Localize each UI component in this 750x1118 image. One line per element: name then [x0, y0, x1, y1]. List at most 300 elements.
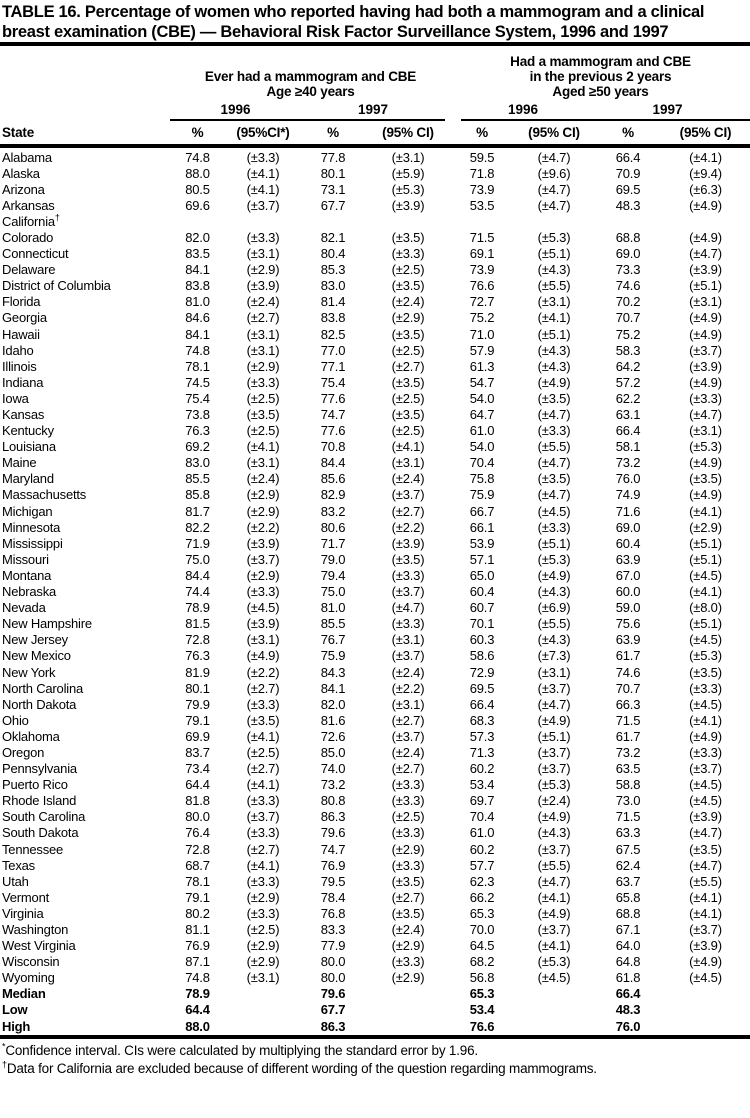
- percent-cell: 62.3: [469, 873, 495, 889]
- percent-cell: 57.9: [469, 342, 495, 358]
- percent-cell: 83.8: [185, 278, 210, 294]
- table-row: [0, 681, 750, 697]
- ci-cell: (±5.1): [537, 535, 571, 551]
- ci-cell: (±3.5): [391, 278, 425, 294]
- ci-cell: (±2.4): [391, 744, 425, 760]
- ci-cell: (±2.7): [391, 889, 425, 905]
- percent-cell: 65.3: [469, 986, 495, 1002]
- footnotes: [0, 1039, 750, 1078]
- percent-cell: 82.9: [320, 487, 346, 503]
- ci-cell: (±3.9): [689, 938, 722, 954]
- percent-cell: 74.8: [185, 970, 210, 986]
- percent-cell: 74.9: [615, 487, 641, 503]
- footnote-text: Data for California are excluded because of different wording of the question regarding mammograms.: [6, 1060, 597, 1076]
- ci-cell: (±2.5): [391, 423, 425, 439]
- percent-cell: 78.9: [185, 600, 210, 616]
- percent-cell: 82.1: [320, 229, 346, 245]
- ci-cell: (±3.1): [537, 664, 571, 680]
- ci-cell: [513, 214, 595, 230]
- ci-cell: (±3.1): [537, 294, 571, 310]
- percent-cell: 65.3: [469, 905, 495, 921]
- ci-cell: (±4.1): [537, 938, 571, 954]
- ci-cell: (±2.7): [391, 503, 425, 519]
- ci-cell: (±3.3): [537, 519, 571, 535]
- ci-cell: [513, 986, 595, 1002]
- ci-cell: [661, 986, 750, 1002]
- percent-cell: 76.3: [185, 648, 210, 664]
- ci-cell: (±4.7): [537, 407, 571, 422]
- percent-cell: 75.0: [185, 551, 210, 567]
- ci-cell: (±4.5): [537, 970, 571, 986]
- ci-cell: (±2.9): [246, 954, 280, 970]
- ci-cell: (±3.5): [391, 326, 425, 342]
- percent-cell: 81.7: [185, 503, 210, 519]
- table-row: [0, 600, 750, 616]
- ci-cell: (±4.7): [537, 873, 571, 889]
- percent-cell: 74.5: [185, 374, 210, 390]
- ci-cell: (±4.1): [246, 439, 280, 455]
- ci-cell: (±4.5): [689, 793, 722, 809]
- ci-cell: (±4.1): [246, 181, 280, 197]
- ci-cell: (±3.1): [246, 246, 280, 262]
- ci-cell: (±2.9): [246, 938, 280, 954]
- ci-cell: (±2.9): [246, 358, 280, 374]
- ci-cell: (±4.5): [537, 503, 571, 519]
- ci-cell: (±3.7): [246, 809, 280, 825]
- table-row: [0, 793, 750, 809]
- percent-cell: 67.7: [320, 197, 346, 213]
- ci-cell: (±2.9): [689, 519, 722, 535]
- table-row: [0, 922, 750, 938]
- table-row: [0, 487, 750, 503]
- column-header-row: [0, 121, 750, 144]
- percent-cell: 60.7: [469, 600, 495, 616]
- percent-cell: 69.5: [615, 181, 641, 197]
- percent-cell: 74.6: [615, 278, 641, 294]
- percent-cell: 86.3: [320, 1018, 346, 1034]
- ci-cell: (±5.1): [537, 326, 571, 342]
- state-cell: Louisiana: [2, 439, 56, 455]
- ci-cell: (±4.1): [689, 905, 722, 921]
- ci-cell: (±2.9): [246, 567, 280, 583]
- ci-cell: (±2.9): [391, 970, 425, 986]
- table-row: [0, 536, 750, 552]
- state-cell: Texas: [2, 857, 35, 873]
- ci-cell: (±3.5): [689, 664, 722, 680]
- percent-cell: 69.0: [615, 246, 641, 262]
- ci-cell: (±3.5): [689, 841, 722, 857]
- group2-year-1996: 1996: [507, 102, 539, 117]
- ci-cell: (±3.5): [391, 873, 425, 889]
- ci-cell: (±3.3): [391, 857, 425, 873]
- footnote: [2, 1060, 748, 1078]
- table-row: [0, 825, 750, 841]
- table-row: [0, 230, 750, 246]
- percent-cell: 60.0: [615, 584, 641, 600]
- ci-cell: (±2.4): [391, 922, 425, 937]
- ci-cell: (±4.9): [537, 809, 571, 825]
- percent-cell: 59.0: [615, 600, 641, 616]
- ci-column-header: (95% CI): [679, 125, 732, 140]
- percent-cell: 68.7: [185, 857, 210, 873]
- state-cell: Oklahoma: [2, 728, 60, 744]
- percent-cell: 73.1: [320, 181, 346, 197]
- percent-cell: 60.2: [469, 761, 495, 777]
- percent-cell: 64.4: [185, 777, 210, 793]
- ci-cell: (±3.7): [537, 680, 571, 696]
- ci-cell: (±5.9): [391, 165, 425, 181]
- ci-cell: (±4.9): [689, 310, 722, 326]
- percent-cell: 80.5: [185, 181, 210, 197]
- ci-cell: (±3.3): [391, 616, 425, 632]
- ci-cell: [365, 214, 451, 230]
- percent-cell: 61.0: [469, 423, 495, 439]
- percent-cell: 84.4: [320, 455, 346, 471]
- percent-cell: 75.2: [469, 310, 495, 326]
- percent-cell: 73.9: [469, 181, 495, 197]
- percent-cell: 81.1: [185, 922, 210, 937]
- summary-label-cell: Low: [2, 1002, 28, 1018]
- ci-cell: (±2.4): [537, 793, 571, 809]
- percent-cell: 64.8: [615, 954, 641, 970]
- percent-cell: 64.4: [185, 1002, 210, 1018]
- percent-cell: [595, 214, 661, 230]
- table-row: [0, 407, 750, 423]
- percent-cell: 82.2: [185, 519, 210, 535]
- ci-cell: (±3.5): [537, 390, 571, 406]
- percent-cell: 80.0: [185, 809, 210, 825]
- percent-cell: 77.9: [320, 938, 346, 954]
- ci-cell: (±3.5): [391, 374, 425, 390]
- percent-cell: 74.7: [320, 841, 346, 857]
- state-cell: Montana: [2, 567, 52, 583]
- percent-cell: 66.4: [615, 423, 641, 439]
- percent-cell: 75.9: [320, 648, 346, 664]
- table-row: [0, 150, 750, 166]
- group1-year-1997: 1997: [357, 102, 389, 117]
- state-cell: Colorado: [2, 229, 54, 245]
- group1-line1: Ever had a mammogram and CBE: [204, 69, 417, 84]
- percent-cell: 64.7: [469, 407, 495, 422]
- summary-label-cell: Median: [2, 986, 46, 1002]
- percent-cell: 53.9: [469, 535, 495, 551]
- ci-cell: (±3.1): [391, 455, 425, 471]
- group2-line1: Had a mammogram and CBE: [510, 54, 691, 69]
- state-cell: Tennessee: [2, 841, 64, 857]
- state-cell: California†: [2, 212, 60, 229]
- ci-cell: (±3.7): [391, 584, 425, 600]
- percent-cell: 71.3: [469, 744, 495, 760]
- ci-cell: (±6.9): [537, 600, 571, 616]
- ci-cell: (±2.7): [391, 358, 425, 374]
- table-row: [0, 182, 750, 198]
- ci-cell: (±4.5): [246, 600, 280, 616]
- ci-cell: [225, 214, 301, 230]
- percent-cell: 67.7: [320, 1002, 346, 1018]
- percent-cell: [451, 214, 513, 230]
- state-cell: Pennsylvania: [2, 761, 77, 777]
- ci-cell: (±5.1): [689, 551, 722, 567]
- percent-cell: 76.6: [469, 278, 495, 294]
- ci-cell: (±5.5): [689, 873, 722, 889]
- ci-cell: (±3.1): [246, 326, 280, 342]
- percent-cell: 76.8: [320, 905, 346, 921]
- state-cell: Hawaii: [2, 326, 40, 342]
- percent-cell: 61.7: [615, 728, 641, 744]
- percent-cell: 74.0: [320, 761, 346, 777]
- percent-cell: 80.8: [320, 793, 346, 809]
- percent-cell: 62.2: [615, 390, 641, 406]
- ci-cell: (±3.7): [689, 761, 722, 777]
- percent-cell: 60.2: [469, 841, 495, 857]
- table-row: [0, 761, 750, 777]
- state-cell: Georgia: [2, 310, 47, 326]
- ci-cell: (±4.9): [689, 197, 722, 213]
- ci-cell: (±4.9): [689, 487, 722, 503]
- percent-cell: 70.7: [615, 680, 641, 696]
- group2-line3: Aged ≥50 years: [552, 84, 649, 99]
- percent-cell: 76.6: [469, 1018, 495, 1034]
- ci-cell: (±2.4): [246, 294, 280, 310]
- percent-cell: 70.2: [615, 294, 641, 310]
- ci-cell: (±4.1): [391, 439, 425, 455]
- ci-cell: (±3.7): [537, 744, 571, 760]
- ci-cell: (±2.7): [391, 712, 425, 728]
- percent-cell: 74.6: [615, 664, 641, 680]
- percent-cell: 79.6: [320, 825, 346, 841]
- ci-cell: (±5.5): [537, 857, 571, 873]
- ci-cell: (±3.3): [246, 696, 280, 712]
- ci-cell: (±3.7): [537, 841, 571, 857]
- percent-cell: 82.5: [320, 326, 346, 342]
- ci-cell: (±4.1): [246, 165, 280, 181]
- state-cell: Rhode Island: [2, 793, 77, 809]
- percent-cell: 76.3: [185, 423, 210, 439]
- percent-cell: 81.0: [320, 600, 346, 616]
- state-cell: Michigan: [2, 503, 53, 519]
- table-row: [0, 552, 750, 568]
- ci-cell: (±4.3): [537, 825, 571, 841]
- ci-cell: (±5.1): [689, 535, 722, 551]
- ci-cell: (±3.3): [391, 777, 425, 793]
- table-row: [0, 745, 750, 761]
- percent-cell: 72.6: [320, 728, 346, 744]
- percent-cell: 68.8: [615, 905, 641, 921]
- state-cell: Arizona: [2, 181, 45, 197]
- percent-cell: 48.3: [615, 197, 641, 213]
- ci-cell: (±3.7): [246, 197, 280, 213]
- state-cell: Delaware: [2, 262, 56, 278]
- table-row: [0, 632, 750, 648]
- ci-cell: (±2.9): [246, 487, 280, 503]
- percent-cell: 53.5: [469, 197, 495, 213]
- percent-cell: 79.9: [185, 696, 210, 712]
- ci-cell: (±3.5): [246, 407, 280, 422]
- percent-cell: 59.5: [469, 149, 495, 165]
- ci-cell: (±3.3): [246, 825, 280, 841]
- state-cell: Iowa: [2, 390, 29, 406]
- percent-cell: 78.1: [185, 358, 210, 374]
- ci-cell: (±4.5): [689, 567, 722, 583]
- ci-cell: (±3.3): [391, 246, 425, 262]
- ci-cell: (±4.5): [689, 777, 722, 793]
- percent-cell: 85.0: [320, 744, 346, 760]
- ci-cell: (±3.3): [246, 149, 280, 165]
- percent-cell: 73.0: [615, 793, 641, 809]
- percent-cell: 80.6: [320, 519, 346, 535]
- percent-cell: 60.4: [469, 584, 495, 600]
- ci-cell: (±5.1): [689, 616, 722, 632]
- percent-cell: 72.8: [185, 632, 210, 648]
- table-row: [0, 214, 750, 230]
- percent-cell: 67.1: [615, 922, 641, 937]
- ci-cell: (±3.1): [391, 632, 425, 648]
- percent-cell: 84.4: [185, 567, 210, 583]
- pct-column-header: %: [476, 125, 488, 140]
- percent-cell: 88.0: [185, 1018, 210, 1034]
- percent-cell: 77.8: [320, 149, 346, 165]
- ci-cell: (±2.9): [246, 889, 280, 905]
- percent-cell: 61.8: [615, 970, 641, 986]
- ci-cell: (±3.9): [391, 535, 425, 551]
- ci-cell: (±4.7): [537, 696, 571, 712]
- percent-cell: 85.5: [320, 616, 346, 632]
- table-row: [0, 423, 750, 439]
- percent-cell: 78.1: [185, 873, 210, 889]
- ci-cell: (±5.1): [689, 278, 722, 294]
- percent-cell: 66.2: [469, 889, 495, 905]
- ci-cell: (±4.1): [246, 857, 280, 873]
- percent-cell: 73.4: [185, 761, 210, 777]
- ci-cell: (±2.5): [391, 262, 425, 278]
- ci-cell: (±2.7): [246, 761, 280, 777]
- table-header: [0, 46, 750, 144]
- percent-cell: 78.4: [320, 889, 346, 905]
- table-row: [0, 777, 750, 793]
- ci-cell: (±5.3): [537, 229, 571, 245]
- ci-cell: (±4.1): [246, 728, 280, 744]
- percent-cell: 80.1: [320, 165, 346, 181]
- ci-cell: (±6.3): [689, 181, 722, 197]
- ci-cell: (±3.3): [537, 423, 571, 439]
- percent-cell: 81.9: [185, 664, 210, 680]
- footnote: [2, 1042, 748, 1060]
- percent-cell: 79.0: [320, 551, 346, 567]
- percent-cell: 75.2: [615, 326, 641, 342]
- percent-cell: 76.0: [615, 471, 641, 487]
- ci-cell: (±4.7): [391, 600, 425, 616]
- ci-cell: (±4.9): [689, 954, 722, 970]
- ci-cell: (±3.3): [391, 825, 425, 841]
- summary-label-cell: High: [2, 1018, 31, 1034]
- percent-cell: 75.4: [320, 374, 346, 390]
- ci-cell: (±2.4): [246, 471, 280, 487]
- ci-cell: (±3.1): [391, 696, 425, 712]
- table-row: [0, 809, 750, 825]
- ci-cell: (±9.4): [689, 165, 722, 181]
- percent-cell: 77.6: [320, 390, 346, 406]
- state-cell: Kentucky: [2, 423, 54, 439]
- percent-cell: 64.5: [469, 938, 495, 954]
- state-cell: North Dakota: [2, 696, 77, 712]
- year-row-spacer: [0, 101, 170, 121]
- ci-cell: (±5.3): [689, 648, 722, 664]
- percent-cell: 81.0: [185, 294, 210, 310]
- ci-cell: (±3.3): [246, 584, 280, 600]
- ci-cell: (±3.5): [689, 471, 722, 487]
- state-cell: South Carolina: [2, 809, 86, 825]
- percent-cell: 83.3: [320, 922, 346, 937]
- ci-cell: (±4.9): [689, 455, 722, 471]
- ci-cell: (±5.3): [689, 439, 722, 455]
- state-cell: New Jersey: [2, 632, 68, 648]
- percent-cell: 76.7: [320, 632, 346, 648]
- percent-cell: 69.9: [185, 728, 210, 744]
- ci-cell: (±3.9): [246, 616, 280, 632]
- percent-cell: 73.2: [615, 455, 641, 471]
- percent-cell: 85.6: [320, 471, 346, 487]
- ci-cell: (±3.1): [689, 294, 722, 310]
- percent-cell: 64.2: [615, 358, 641, 374]
- percent-cell: 79.1: [185, 889, 210, 905]
- percent-cell: 54.7: [469, 374, 495, 390]
- ci-cell: (±4.3): [537, 584, 571, 600]
- percent-cell: 63.9: [615, 632, 641, 648]
- ci-cell: (±2.9): [391, 938, 425, 954]
- group2-years: [461, 101, 750, 121]
- state-cell: Connecticut: [2, 246, 69, 262]
- group2-line2: in the previous 2 years: [529, 69, 672, 84]
- percent-cell: 83.0: [185, 455, 210, 471]
- ci-cell: (±4.3): [537, 262, 571, 278]
- ci-cell: [661, 214, 750, 230]
- percent-cell: 53.4: [469, 1002, 495, 1018]
- table-title: TABLE 16. Percentage of women who reported having had both a mammogram and a clinical breast examination (CBE) — Behavioral Risk Factor Surveillance System, 1996 and 1997: [2, 3, 705, 41]
- percent-cell: 77.0: [320, 342, 346, 358]
- percent-cell: 69.7: [469, 793, 495, 809]
- percent-cell: 85.5: [185, 471, 210, 487]
- percent-cell: 70.0: [469, 922, 495, 937]
- state-cell: South Dakota: [2, 825, 79, 841]
- ci-cell: [225, 1019, 301, 1035]
- ci-cell: (±3.7): [391, 648, 425, 664]
- table-row: [0, 858, 750, 874]
- ci-cell: (±2.7): [246, 680, 280, 696]
- group1-year-1996: 1996: [220, 102, 251, 117]
- state-cell: Mississippi: [2, 535, 63, 551]
- ci-cell: (±4.1): [689, 149, 722, 165]
- state-cell: Indiana: [2, 374, 44, 390]
- percent-cell: 71.9: [185, 535, 210, 551]
- table-row: [0, 713, 750, 729]
- percent-cell: 79.4: [320, 567, 346, 583]
- percent-cell: 71.6: [615, 503, 641, 519]
- percent-cell: 61.0: [469, 825, 495, 841]
- percent-cell: 60.4: [615, 535, 641, 551]
- ci-cell: (±3.3): [391, 793, 425, 809]
- group1-header: [170, 69, 451, 99]
- ci-cell: [225, 986, 301, 1002]
- ci-cell: (±2.4): [391, 294, 425, 310]
- ci-cell: (±2.2): [391, 680, 425, 696]
- percent-cell: 82.0: [185, 229, 210, 245]
- ci-cell: (±4.7): [689, 857, 722, 873]
- percent-cell: 85.3: [320, 262, 346, 278]
- state-cell: Puerto Rico: [2, 777, 68, 793]
- ci-cell: (±4.1): [689, 889, 722, 905]
- ci-cell: (±9.6): [537, 165, 571, 181]
- pct-column-header: %: [191, 125, 204, 140]
